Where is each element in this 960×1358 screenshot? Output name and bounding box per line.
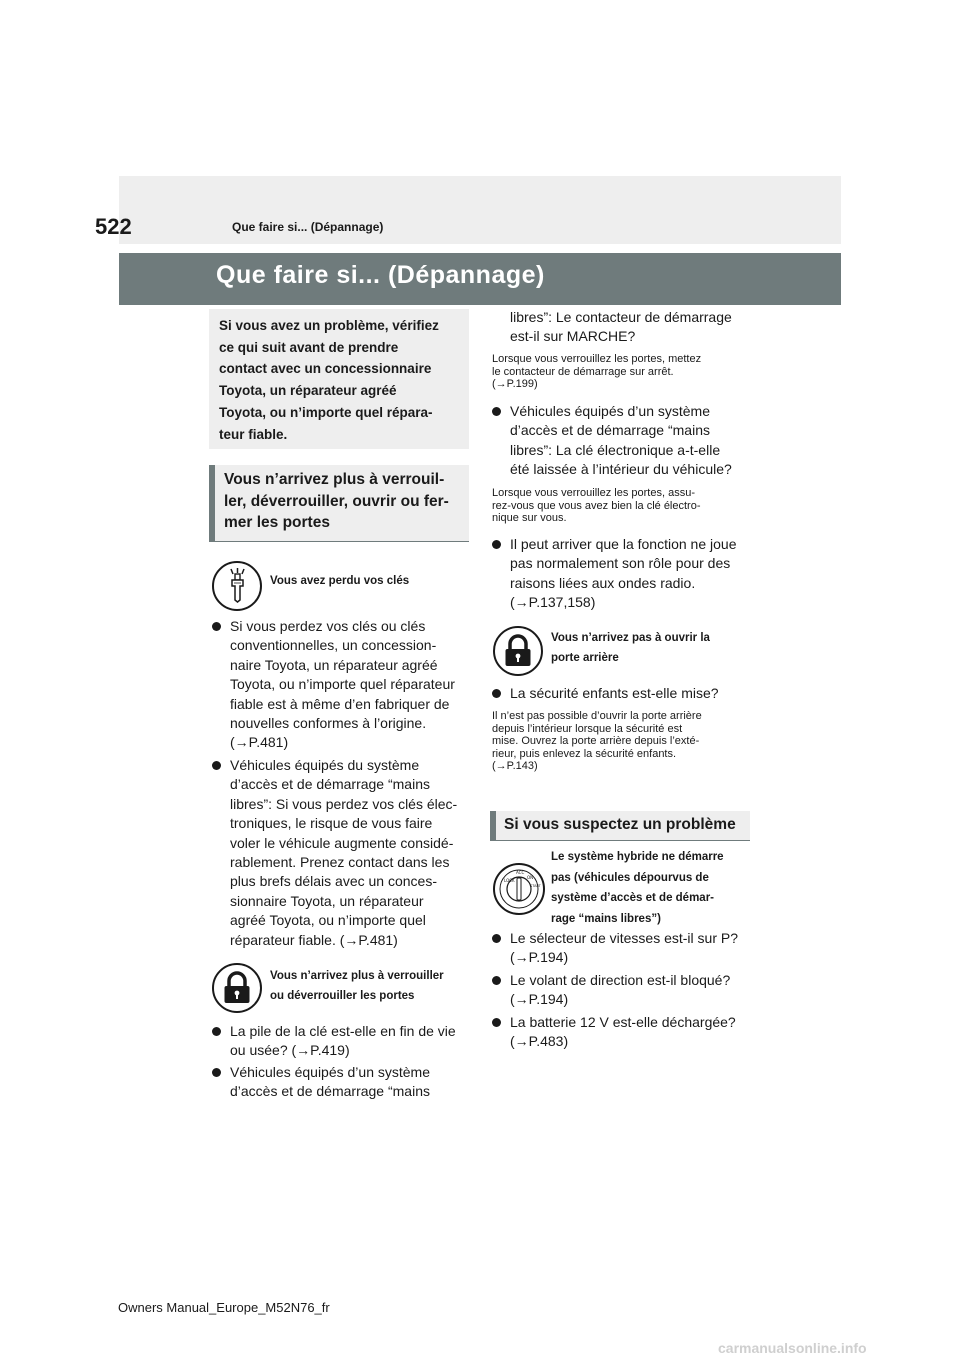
text-line: libres”: Le contacteur de démarrage	[510, 309, 732, 325]
list-item	[211, 1022, 476, 1061]
label-line: système d’accès et de démar-	[551, 892, 715, 904]
text-line: agréé Toyota, ou n’importe quel	[230, 912, 426, 929]
text-line: Il peut arriver que la fonction ne joue	[510, 536, 737, 552]
note-line: Lorsque vous verrouillez les portes, mettez	[492, 353, 702, 365]
text-line: ou usée? (→P.419)	[230, 1042, 350, 1059]
text-line: voler le véhicule augmente considé-	[230, 834, 454, 851]
text-line: troniques, le risque de vous faire	[230, 815, 433, 832]
note-line: depuis l’intérieur lorsque la sécurité est	[492, 722, 683, 735]
intro-line: Si vous avez un problème, vérifiez	[219, 318, 439, 333]
text-line: Toyota, ou n’importe quel réparateur	[230, 676, 455, 693]
list-item-continued	[491, 308, 756, 347]
ignition-switch-icon	[493, 863, 545, 915]
note-line: nique sur vous.	[492, 512, 567, 524]
note	[492, 353, 752, 391]
note-line: mise. Ouvrez la porte arrière depuis l’exté-	[492, 735, 700, 747]
text-line: raisons liées aux ondes radio.	[510, 574, 696, 591]
text-line: Véhicules équipés du système	[230, 757, 420, 773]
text-line: rablement. Prenez contact dans les	[230, 854, 450, 871]
text-line: pas normalement son rôle pour des	[510, 555, 731, 572]
list-item	[491, 929, 756, 968]
text-line: d’accès et de démarrage “mains	[230, 776, 430, 793]
title-bar	[119, 253, 841, 305]
text-line: Le sélecteur de vitesses est-il sur P?	[510, 930, 738, 946]
text-line: Véhicules équipés d’un système	[510, 403, 711, 419]
label-line: Vous n’arrivez pas à ouvrir la	[551, 632, 710, 644]
text-line: sionnaire Toyota, un réparateur	[230, 892, 424, 909]
rear-door-label	[551, 628, 710, 668]
label-line: Le système hybride ne démarre	[551, 851, 724, 863]
note-line: le contacteur de démarrage sur arrêt.	[492, 365, 674, 378]
text-line: conventionnelles, un concession-	[230, 637, 437, 654]
intro-line: contact avec un concessionnaire	[219, 361, 432, 377]
text-line: La batterie 12 V est-elle déchargée?	[510, 1014, 736, 1030]
text-line: La pile de la clé est-elle en fin de vie	[230, 1023, 456, 1039]
footer: Owners Manual_Europe_M52N76_fr	[118, 1300, 330, 1315]
label-line: ou déverrouiller les portes	[270, 990, 415, 1002]
svg-text:ACC: ACC	[516, 870, 525, 875]
list-item	[211, 617, 476, 753]
heading-line: mer les portes	[224, 514, 330, 531]
intro-line: Toyota, un réparateur agréé	[219, 383, 397, 399]
list-item	[211, 1063, 476, 1102]
list-item	[211, 756, 476, 950]
label-line: pas (véhicules dépourvus de	[551, 871, 709, 884]
text-line: (→P.194)	[510, 991, 569, 1008]
text-line: est-il sur MARCHE?	[510, 328, 636, 345]
lock-unlock-label	[270, 966, 444, 1006]
text-line: (→P.194)	[510, 949, 569, 966]
running-title: Que faire si... (Dépannage)	[232, 220, 384, 234]
text-line: (→P.481)	[230, 734, 289, 751]
note-line: rez-vous que vous avez bien la clé électro-	[492, 499, 701, 512]
text-line: Le volant de direction est-il bloqué?	[510, 972, 731, 988]
note	[492, 710, 752, 773]
svg-text:ON: ON	[527, 875, 534, 880]
broken-key-icon	[212, 561, 262, 611]
text-line: fiable est à même d’en fabriquer de	[230, 695, 450, 712]
text-line: libres”: La clé électronique a-t-elle	[510, 441, 721, 458]
list-item	[491, 535, 756, 613]
note-line: Lorsque vous verrouillez les portes, assu-	[492, 487, 695, 499]
label-line: Vous n’arrivez plus à verrouiller	[270, 970, 444, 982]
text-line: (→P.483)	[510, 1033, 569, 1050]
text-line: plus brefs délais avec un conces-	[230, 873, 437, 890]
intro-line: teur fiable.	[219, 426, 288, 442]
list-item	[491, 971, 756, 1010]
note-line: rieur, puis enlevez la sécurité enfants.	[492, 747, 677, 760]
padlock-icon	[493, 626, 543, 676]
text-line: nouvelles conformes à l’origine.	[230, 715, 427, 732]
hybrid-label	[551, 847, 724, 929]
svg-text:LOCK: LOCK	[504, 878, 515, 883]
text-line: Véhicules équipés d’un système	[230, 1064, 431, 1080]
label-line: porte arrière	[551, 652, 619, 664]
text-line: La sécurité enfants est-elle mise?	[510, 685, 719, 701]
page-header	[119, 176, 841, 244]
page-number: 522	[95, 214, 132, 239]
text-line: (→P.137,158)	[510, 594, 596, 611]
watermark: carmanualsonline.info	[718, 1340, 867, 1356]
note-line: (→P.199)	[492, 378, 538, 390]
heading-line: ler, déverrouiller, ouvrir ou fer-	[224, 492, 449, 510]
lost-keys-label: Vous avez perdu vos clés	[270, 575, 410, 587]
intro-line: Toyota, ou n’importe quel répara-	[219, 404, 433, 420]
text-line: Si vous perdez vos clés ou clés	[230, 618, 426, 634]
note-line: Il n’est pas possible d’ouvrir la porte arrière	[492, 710, 702, 722]
section-heading-doors	[209, 465, 469, 542]
intro-line: ce qui suit avant de prendre	[219, 339, 399, 355]
page-title: Que faire si... (Dépannage)	[216, 261, 545, 289]
section-heading-problem	[490, 811, 750, 841]
list-item	[491, 684, 756, 703]
list-item	[491, 1013, 756, 1052]
note-line: (→P.143)	[492, 760, 538, 772]
text-line: réparateur fiable. (→P.481)	[230, 931, 398, 948]
text-line: naire Toyota, un réparateur agréé	[230, 656, 438, 673]
heading-line: Vous n’arrivez plus à verrouil-	[224, 471, 445, 488]
list-item	[491, 402, 756, 480]
text-line: libres”: Si vous perdez vos clés élec-	[230, 795, 458, 812]
svg-text:START: START	[530, 884, 541, 888]
label-line: rage “mains libres”)	[551, 912, 661, 925]
intro-box	[209, 309, 469, 449]
note	[492, 487, 752, 525]
text-line: d’accès et de démarrage “mains	[510, 422, 710, 439]
heading-line: Si vous suspectez un problème	[504, 816, 736, 833]
text-line: été laissée à l’intérieur du véhicule?	[510, 461, 732, 478]
padlock-icon	[212, 963, 262, 1013]
text-line: d’accès et de démarrage “mains	[230, 1083, 430, 1100]
